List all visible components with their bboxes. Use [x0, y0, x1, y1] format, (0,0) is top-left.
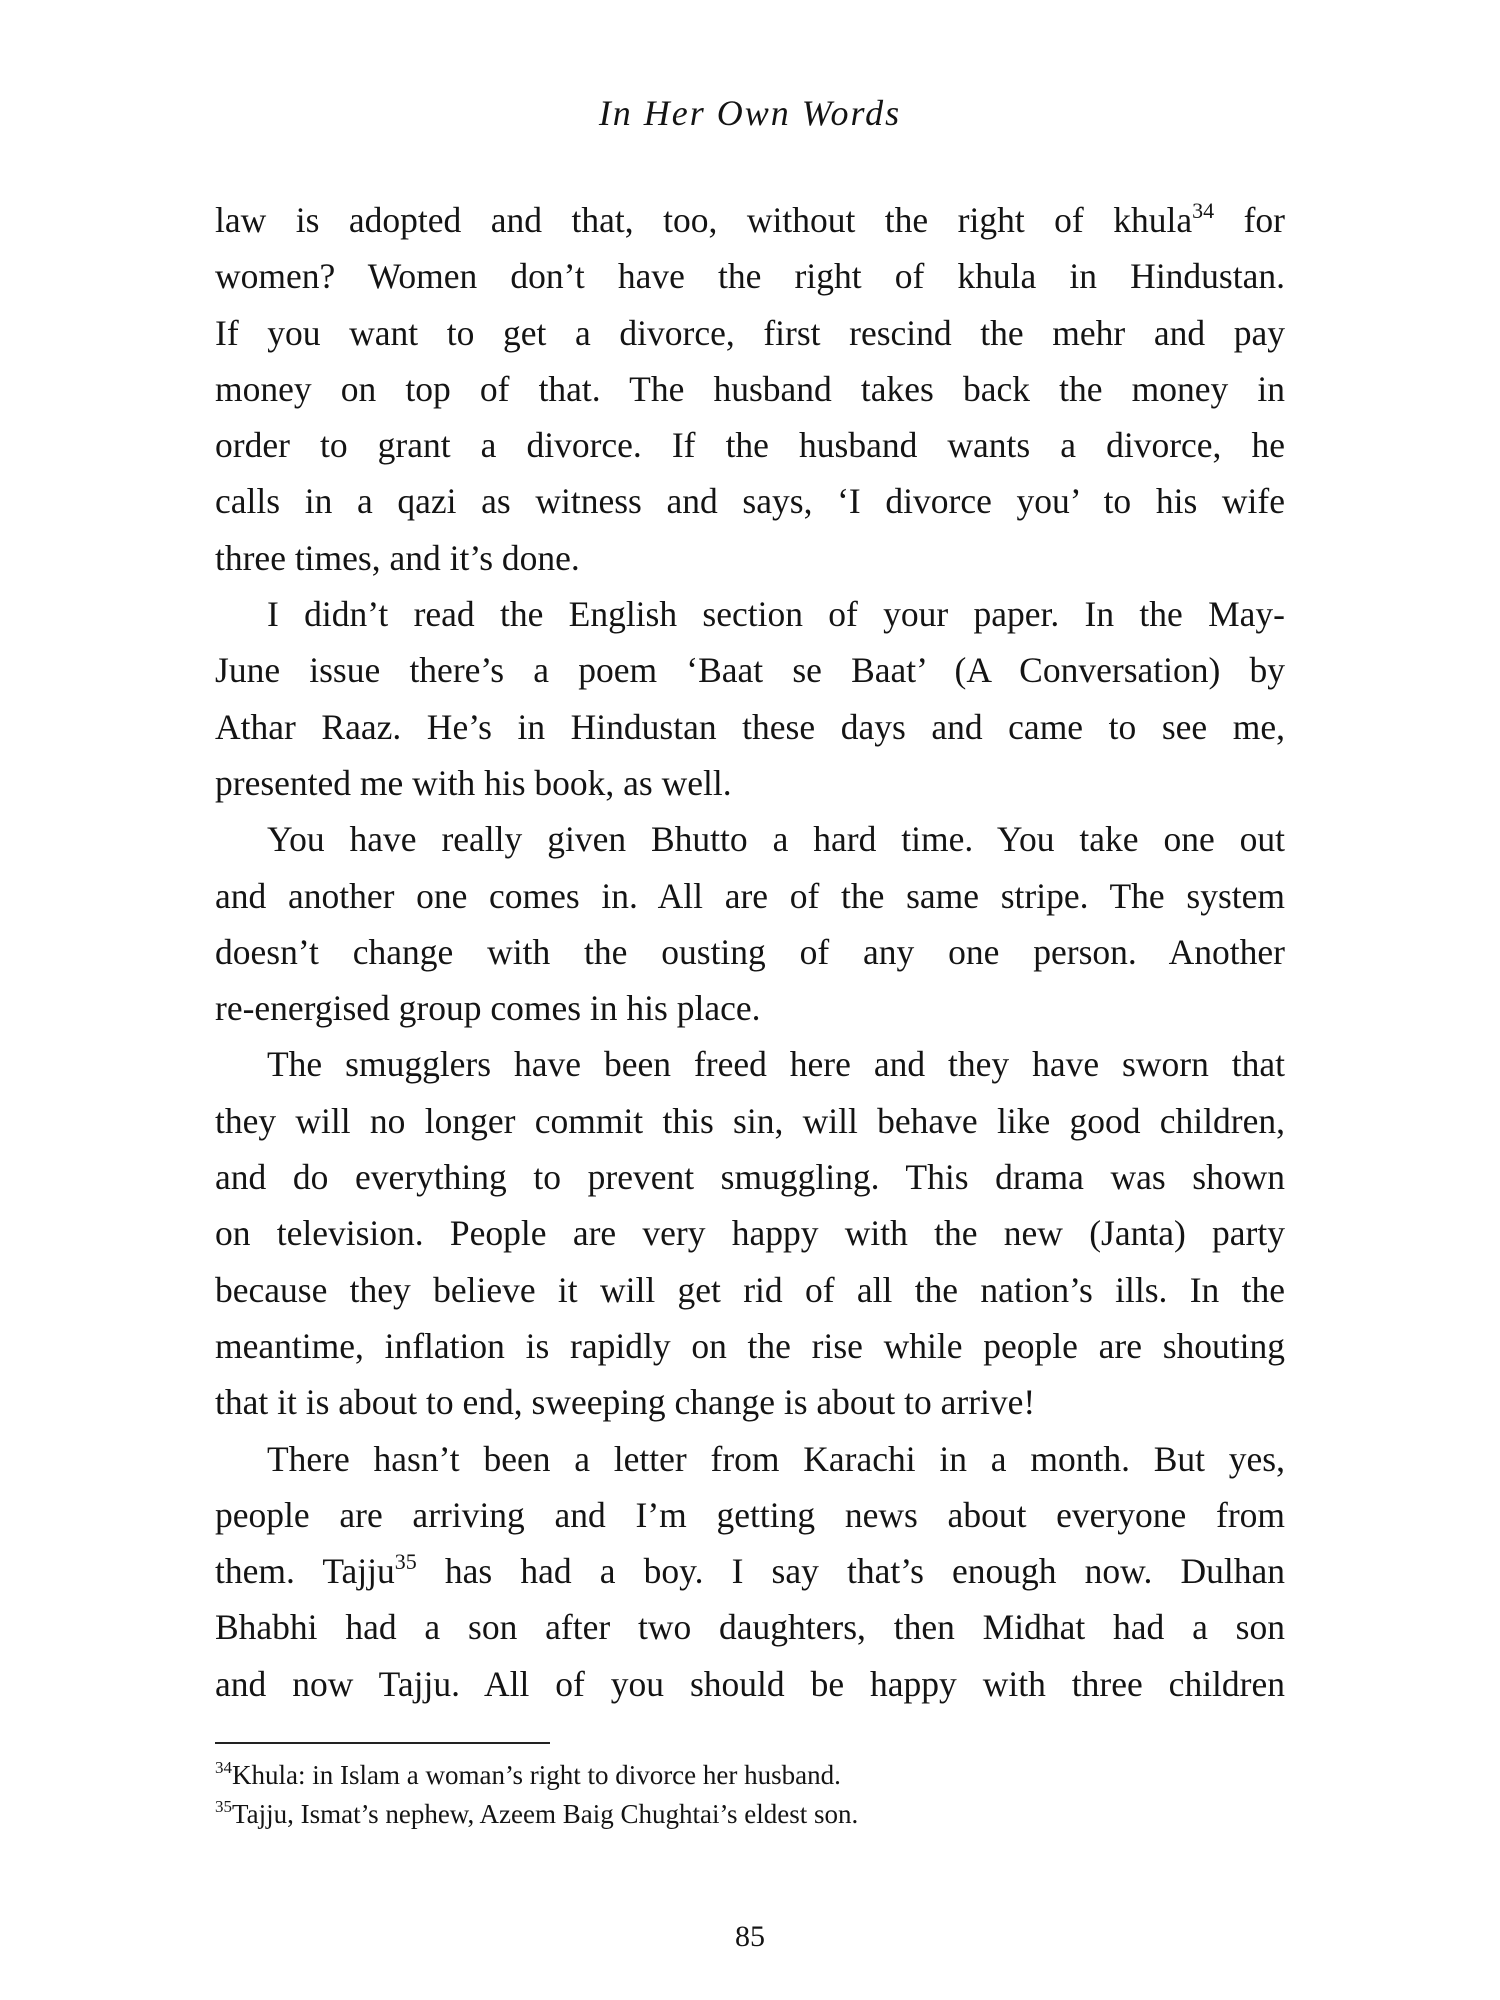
text-run: calls in a qazi as witness and says, ‘I divorce you’ to his wife [215, 481, 1285, 522]
text-run: order to grant a divorce. If the husband wants a divorce, he [215, 425, 1285, 466]
text-line [215, 192, 1285, 248]
footnote-34 [215, 1756, 1285, 1795]
text-line [215, 1487, 1285, 1543]
paragraph [215, 811, 1285, 1036]
text-line [215, 361, 1285, 417]
body-text [215, 192, 1285, 1712]
text-line [215, 1543, 1285, 1599]
text-run: and now Tajju. All of you should be happy with three children [215, 1663, 1285, 1704]
footnote-number: 35 [215, 1797, 232, 1816]
running-head: In Her Own Words [598, 93, 902, 133]
text-run: law is adopted and that, too, without the right of khula [215, 200, 1193, 240]
text-line [215, 699, 1285, 755]
text-line [215, 417, 1285, 473]
text-line [215, 755, 1285, 811]
text-line [215, 1374, 1285, 1430]
page-number: 85 [735, 1920, 765, 1953]
text-line [215, 1093, 1285, 1149]
text-line [215, 1656, 1285, 1712]
text-run: re-energised group comes in his place. [215, 988, 761, 1029]
paragraph [215, 1431, 1285, 1712]
text-run: Bhabhi had a son after two daughters, then Midhat had a son [215, 1607, 1285, 1648]
text-line [215, 1318, 1285, 1374]
footnote-marker[interactable]: 35 [394, 1549, 417, 1575]
text-run: that it is about to end, sweeping change is about to arrive! [215, 1382, 1036, 1423]
text-run: I didn’t read the English section of your paper. In the May- [267, 594, 1285, 635]
text-line [215, 868, 1285, 924]
text-line [215, 1262, 1285, 1318]
text-line [215, 473, 1285, 529]
footnotes [215, 1756, 1285, 1834]
text-line [215, 1149, 1285, 1205]
text-run: on television. People are very happy with the new (Janta) party [215, 1213, 1285, 1254]
text-run: they will no longer commit this sin, will behave like good children, [215, 1100, 1285, 1141]
text-run: people are arriving and I’m getting news about everyone from [215, 1494, 1285, 1535]
text-line [215, 980, 1285, 1036]
text-run: You have really given Bhutto a hard time. You take one out [267, 819, 1285, 860]
text-run: for [1214, 200, 1285, 240]
text-run: money on top of that. The husband takes back the money in [215, 368, 1285, 409]
text-run: If you want to get a divorce, first rescind the mehr and pay [215, 312, 1285, 353]
text-line [215, 924, 1285, 980]
text-line [215, 530, 1285, 586]
text-run: them. Tajju [215, 1551, 395, 1592]
text-run: meantime, inflation is rapidly on the rise while people are shouting [215, 1325, 1285, 1366]
text-run: doesn’t change with the ousting of any one person. Another [215, 931, 1285, 972]
text-line [215, 1431, 1285, 1487]
text-run: three times, and it’s done. [215, 537, 580, 578]
text-run: and another one comes in. All are of the same stripe. The system [215, 875, 1285, 916]
text-run: The smugglers have been freed here and they have sworn that [267, 1044, 1285, 1085]
paragraph [215, 192, 1285, 586]
footnote-marker[interactable]: 34 [1192, 198, 1215, 223]
text-run: because they believe it will get rid of all the nation’s ills. In the [215, 1269, 1285, 1310]
footnote-text: Tajju, Ismat’s nephew, Azeem Baig Chughtai’s eldest son. [232, 1799, 859, 1829]
text-run: June issue there’s a poem ‘Baat se Baat’ (A Conversation) by [215, 650, 1285, 691]
text-line [215, 305, 1285, 361]
text-run: presented me with his book, as well. [215, 762, 732, 803]
text-run: and do everything to prevent smuggling. This drama was shown [215, 1157, 1285, 1198]
text-line [215, 642, 1285, 698]
text-line [215, 1205, 1285, 1261]
text-run: Athar Raaz. He’s in Hindustan these days and came to see me, [215, 706, 1285, 747]
paragraph [215, 1036, 1285, 1430]
text-run: women? Women don’t have the right of khula in Hindustan. [215, 256, 1285, 297]
footnote-number: 34 [215, 1758, 232, 1777]
footnote-rule [215, 1742, 550, 1744]
text-line [215, 811, 1285, 867]
footnote-35 [215, 1795, 1285, 1834]
footnote-text: Khula: in Islam a woman’s right to divorce her husband. [232, 1760, 841, 1790]
text-run: There hasn’t been a letter from Karachi in a month. But yes, [267, 1438, 1285, 1479]
text-line [215, 1036, 1285, 1092]
text-line [215, 1599, 1285, 1655]
text-line [215, 248, 1285, 304]
text-run: has had a boy. I say that’s enough now. Dulhan [416, 1551, 1286, 1592]
text-line [215, 586, 1285, 642]
paragraph [215, 586, 1285, 811]
